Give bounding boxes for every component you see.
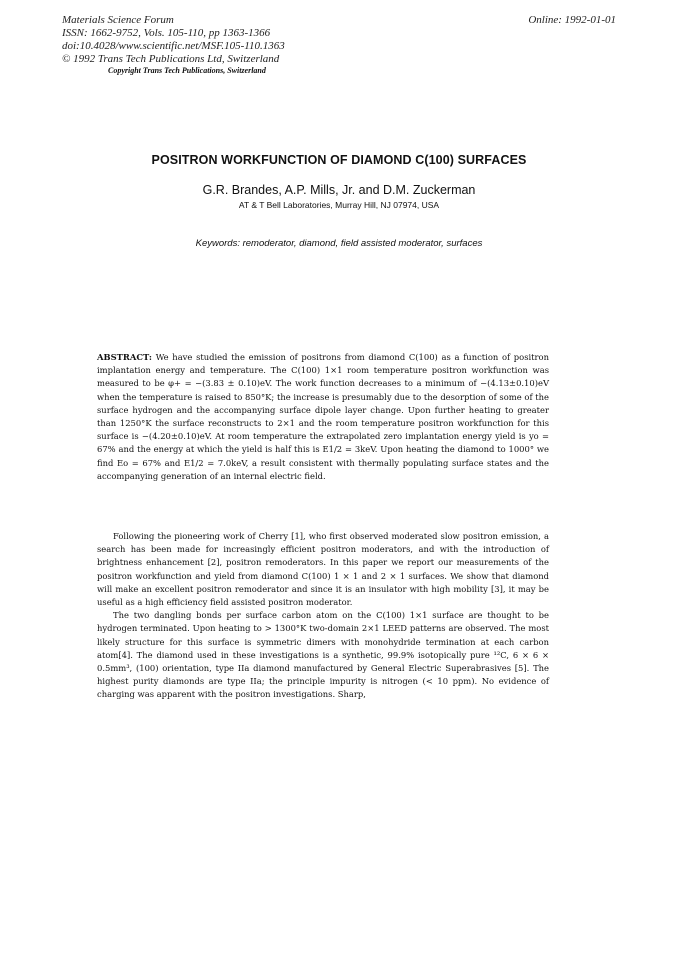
paper-title: POSITRON WORKFUNCTION OF DIAMOND C(100) SURFACES [151,153,527,167]
body-text [97,530,549,702]
journal-copyright: © 1992 Trans Tech Publications Ltd, Switzerland [62,53,280,65]
paper-authors: G.R. Brandes, A.P. Mills, Jr. and D.M. Zuckerman [202,183,476,197]
abstract [97,351,549,483]
journal-metadata [62,14,285,66]
abstract-lead: ABSTRACT: [97,352,153,362]
online-date: Online: 1992-01-01 [528,14,616,26]
journal-doi: doi:10.4028/www.scientific.net/MSF.105-110.1363 [62,40,285,52]
paper-affiliation: AT & T Bell Laboratories, Murray Hill, NJ 07974, USA [238,200,440,210]
journal-issn: ISSN: 1662-9752, Vols. 105-110, pp 1363-1366 [62,27,271,39]
body-paragraph-2: The two dangling bonds per surface carbon atom on the C(100) 1×1 surface are thought to be hydrogen terminated. Upon heating to > 1300°K two-domain 2×1 LEED patterns are observed. The most likely structure for this surface is symmetric dimers with monohydride termination at each carbon atom[4]. The diamond used in these investigations is a synthetic, 99.9% isotopically pure ¹²C, 6 × 6 × 0.5mm³, (100) orientation, type IIa diamond manufactured by General Electric Superabrasives [5]. The highest purity diamonds are type IIa; the principle impurity is nitrogen (< 10 ppm). No evidence of charging was apparent with the positron investigations. Sharp, [97,610,549,700]
body-paragraph-1: Following the pioneering work of Cherry [1], who first observed moderated slow positron emission, a search has been made for increasingly efficient positron moderators, and with the introduction of brightness enhancement [2], positron remoderators. In this paper we report our measurements of the positron workfunction and yield from diamond C(100) 1 × 1 and 2 × 1 surfaces. We show that diamond will make an excellent positron remoderator and since it is an insulator with high mobility [3], it may be useful as a high efficiency field assisted positron moderator. [97,531,549,608]
abstract-text: We have studied the emission of positrons from diamond C(100) as a function of positron implantation energy and temperature. The C(100) 1×1 room temperature positron workfunction was measured to be φ+ = −(3.83 ± 0.10)eV. The work function decreases to a minimum of −(4.13±0.10)eV when the temperature is raised to 850°K; the increase is presumably due to the desorption of some of the surface hydrogen and the accompanying surface dipole layer change. Upon further heating to greater than 1250°K the surface reconstructs to 2×1 and the room temperature positron workfunction for this surface is −(4.20±0.10)eV. At room temperature the extrapolated zero implantation energy yield is yo = 67% and the energy at which the yield is half this is E1/2 = 3keV. Upon heating the diamond to 1000° we find Eo = 67% and E1/2 = 7.0keV, a result consistent with thermally populating surface states and the accompanying generation of an internal electric field. [97,352,549,481]
copyright-stamp: Copyright Trans Tech Publications, Switzerland [108,66,266,75]
paper-keywords: Keywords: remoderator, diamond, field assisted moderator, surfaces [195,238,483,249]
journal-name: Materials Science Forum [62,14,174,26]
